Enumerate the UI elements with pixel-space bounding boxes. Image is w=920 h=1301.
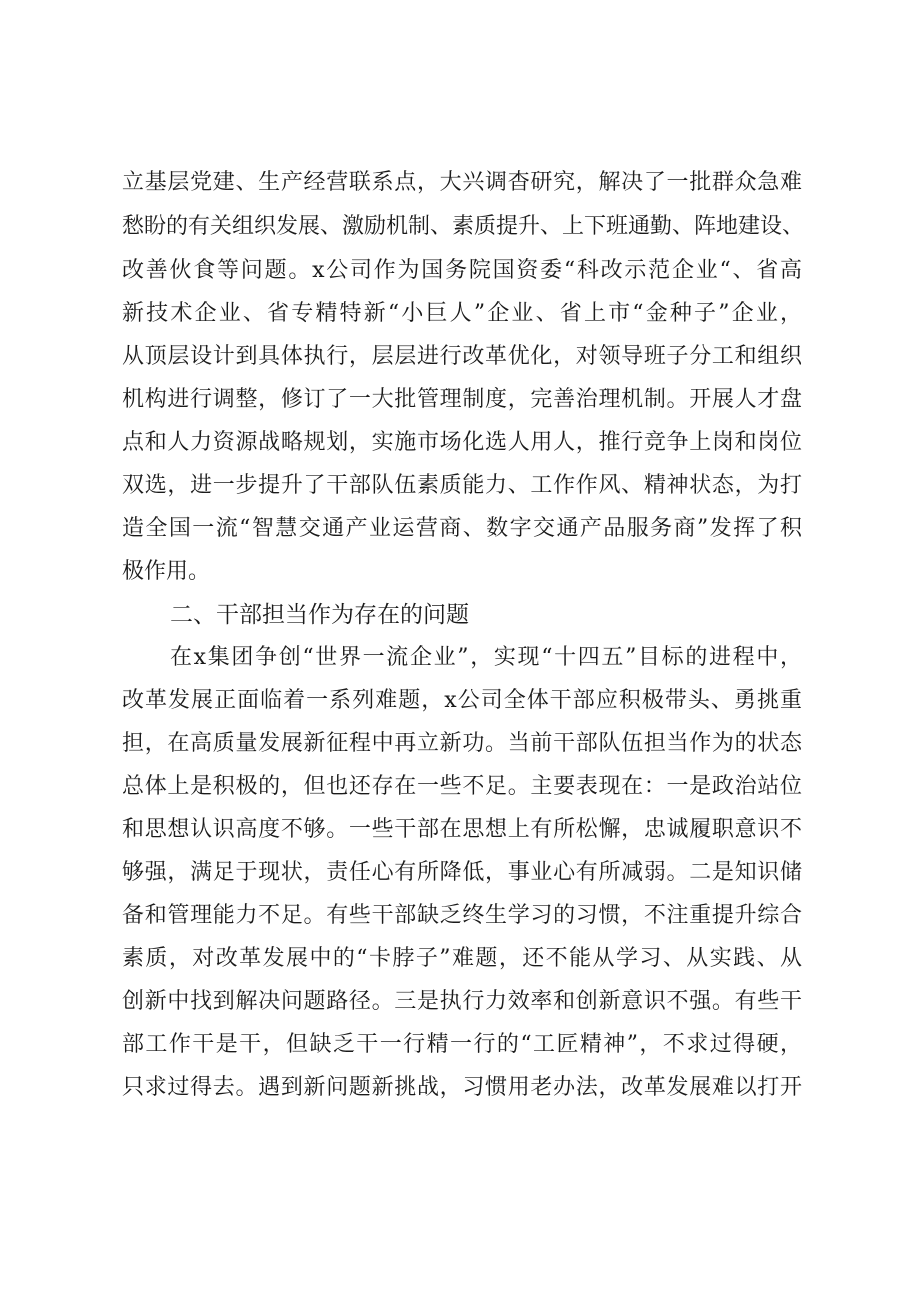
text-line: 部工作干是干，但缺乏干一行精一行的“工匠精神”，不求过得硬， [122,1032,802,1057]
text-line: 造全国一流“智慧交通产业运营商、数字交通产品服务商”发挥了积 [122,516,802,541]
text-line: 和思想认识高度不够。一些干部在思想上有所松懈，忠诚履职意识不 [122,817,802,842]
text-line: 改革发展正面临着一系列难题，x公司全体干部应积极带头、勇挑重 [122,688,802,713]
text-line: 创新中找到解决问题路径。三是执行力效率和创新意识不强。有些干 [122,989,802,1014]
section-heading: 二、干部担当作为存在的问题 [170,602,469,628]
text-line: 点和人力资源战略规划，实施市场化选人用人，推行竞争上岗和岗位 [122,430,802,455]
text-line: 够强，满足于现状，责任心有所降低，事业心有所减弱。二是知识储 [122,860,802,885]
text-line: 从顶层设计到具体执行，层层进行改革优化，对领导班子分工和组织 [122,344,802,369]
text-line: 只求过得去。遇到新问题新挑战，习惯用老办法，改革发展难以打开 [122,1075,802,1100]
text-line: 愁盼的有关组织发展、激励机制、素质提升、上下班通勤、阵地建设、 [122,214,805,239]
text-line: 极作用。 [122,559,211,584]
text-line: 总体上是积极的，但也还存在一些不足。主要表现在：一是政治站位 [122,774,802,799]
text-line: 双选，进一步提升了干部队伍素质能力、工作作风、精神状态，为打 [122,473,802,498]
text-line: 新技术企业、省专精特新“小巨人”企业、省上市“金种子”企业， [122,301,802,326]
text-line: 备和管理能力不足。有些干部缺乏终生学习的习惯，不注重提升综合 [122,903,802,928]
text-line: 改善伙食等问题。x公司作为国务院国资委“科改示范企业“、省高 [122,258,802,283]
text-line: 担，在高质量发展新征程中再立新功。当前干部队伍担当作为的状态 [122,731,802,756]
text-line: 机构进行调整，修订了一大批管理制度，完善治理机制。开展人才盘 [122,387,802,412]
text-line: 立基层党建、生产经营联系点，大兴调杳研究，解决了一批群众急难 [122,170,802,195]
text-line: 素质，对改革发展中的“卡脖子”难题，还不能从学习、从实践、从 [122,946,802,971]
text-line: 在x集团争创“世界一流企业”，实现“十四五”目标的进程中， [170,645,802,670]
